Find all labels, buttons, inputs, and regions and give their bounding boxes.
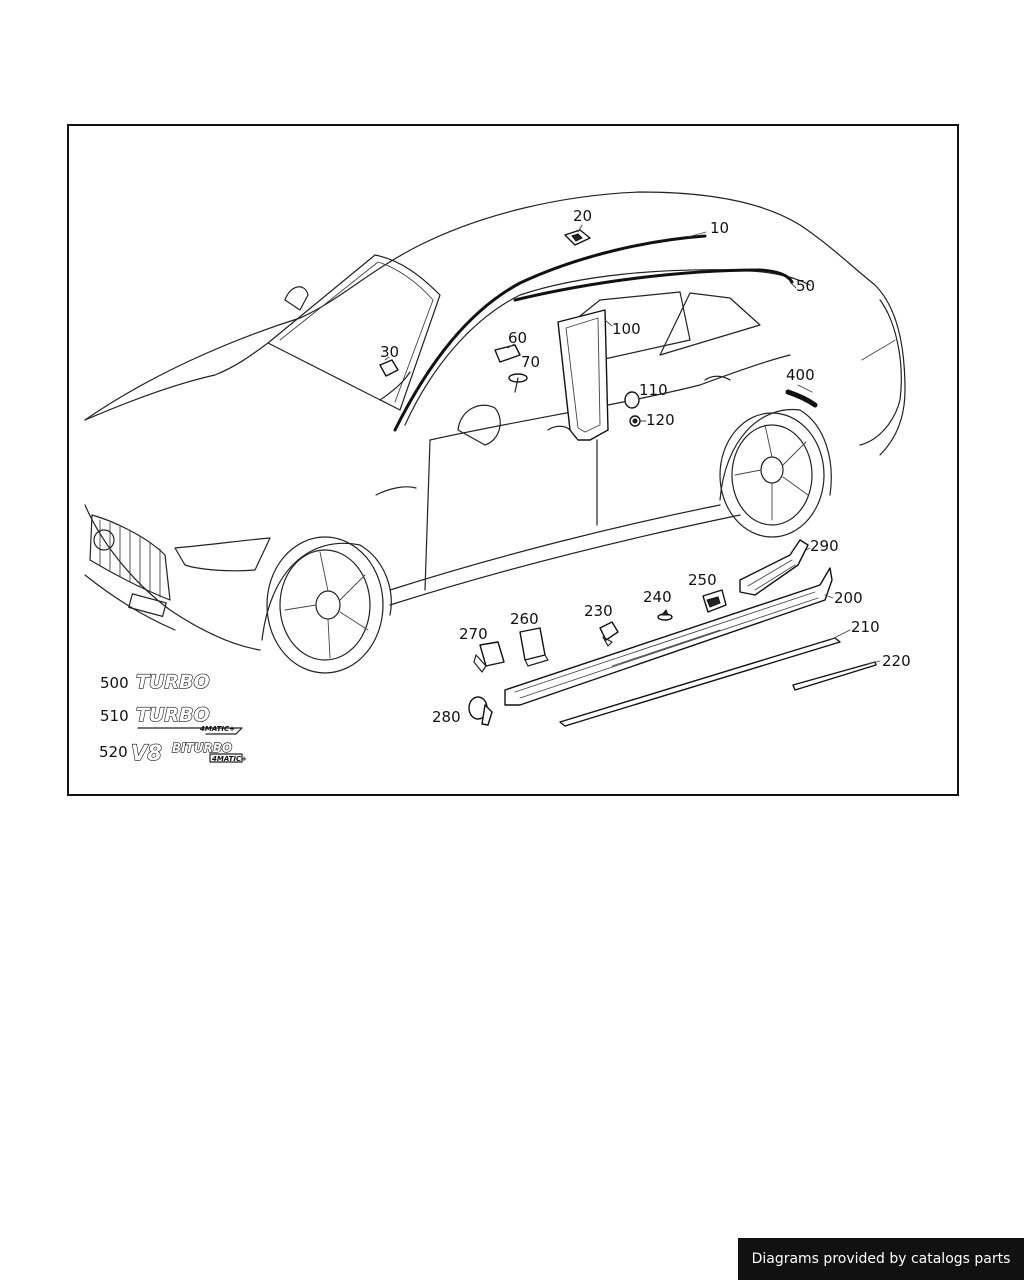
badge-520-sub: 4MATIC+	[212, 755, 247, 763]
callout-50: 50	[796, 277, 816, 295]
clip-250	[703, 590, 726, 612]
callout-60: 60	[508, 329, 528, 347]
clip-230	[600, 622, 618, 646]
callout-220: 220	[882, 652, 911, 670]
bracket-270	[474, 642, 504, 672]
callout-120: 120	[646, 411, 675, 429]
callout-520: 520	[99, 743, 128, 761]
callout-240: 240	[643, 588, 672, 606]
badge-500	[136, 671, 210, 693]
bracket-290	[740, 540, 808, 595]
callout-110: 110	[639, 381, 668, 399]
callout-400: 400	[786, 366, 815, 384]
strip-220	[793, 662, 876, 690]
badge-520-text: BITURBO	[172, 741, 233, 755]
badge-510-text: TURBO	[136, 704, 210, 726]
callout-20: 20	[573, 207, 593, 225]
callout-290: 290	[810, 537, 839, 555]
badge-500-text: TURBO	[136, 671, 210, 693]
callout-260: 260	[510, 610, 539, 628]
clip-120	[630, 416, 640, 426]
callout-70: 70	[521, 353, 541, 371]
callout-10: 10	[710, 219, 730, 237]
clip-110	[625, 392, 639, 408]
callout-numbers	[99, 207, 911, 761]
strip-210	[560, 638, 840, 726]
nut-240	[658, 610, 672, 620]
clip-60	[495, 345, 520, 362]
badge-520	[131, 741, 247, 765]
clip-30	[380, 360, 398, 376]
callout-210: 210	[851, 618, 880, 636]
callout-280: 280	[432, 708, 461, 726]
callout-200: 200	[834, 589, 863, 607]
badge-510-sub: 4MATIC+	[200, 725, 235, 733]
callout-500: 500	[100, 674, 129, 692]
badge-520-v8: V8	[131, 741, 162, 765]
callout-230: 230	[584, 602, 613, 620]
clip-20	[565, 230, 590, 245]
bracket-260	[520, 628, 548, 666]
callout-100: 100	[612, 320, 641, 338]
callout-270: 270	[459, 625, 488, 643]
callout-250: 250	[688, 571, 717, 589]
callout-510: 510	[100, 707, 129, 725]
screw-70	[509, 374, 527, 392]
molding-400	[788, 392, 815, 405]
badge-510	[136, 704, 242, 734]
callout-30: 30	[380, 343, 400, 361]
b-pillar-trim-100	[558, 310, 608, 440]
footer-credit: Diagrams provided by catalogs parts	[738, 1238, 1024, 1280]
roof-molding-10	[395, 236, 705, 430]
plug-280	[469, 697, 492, 725]
